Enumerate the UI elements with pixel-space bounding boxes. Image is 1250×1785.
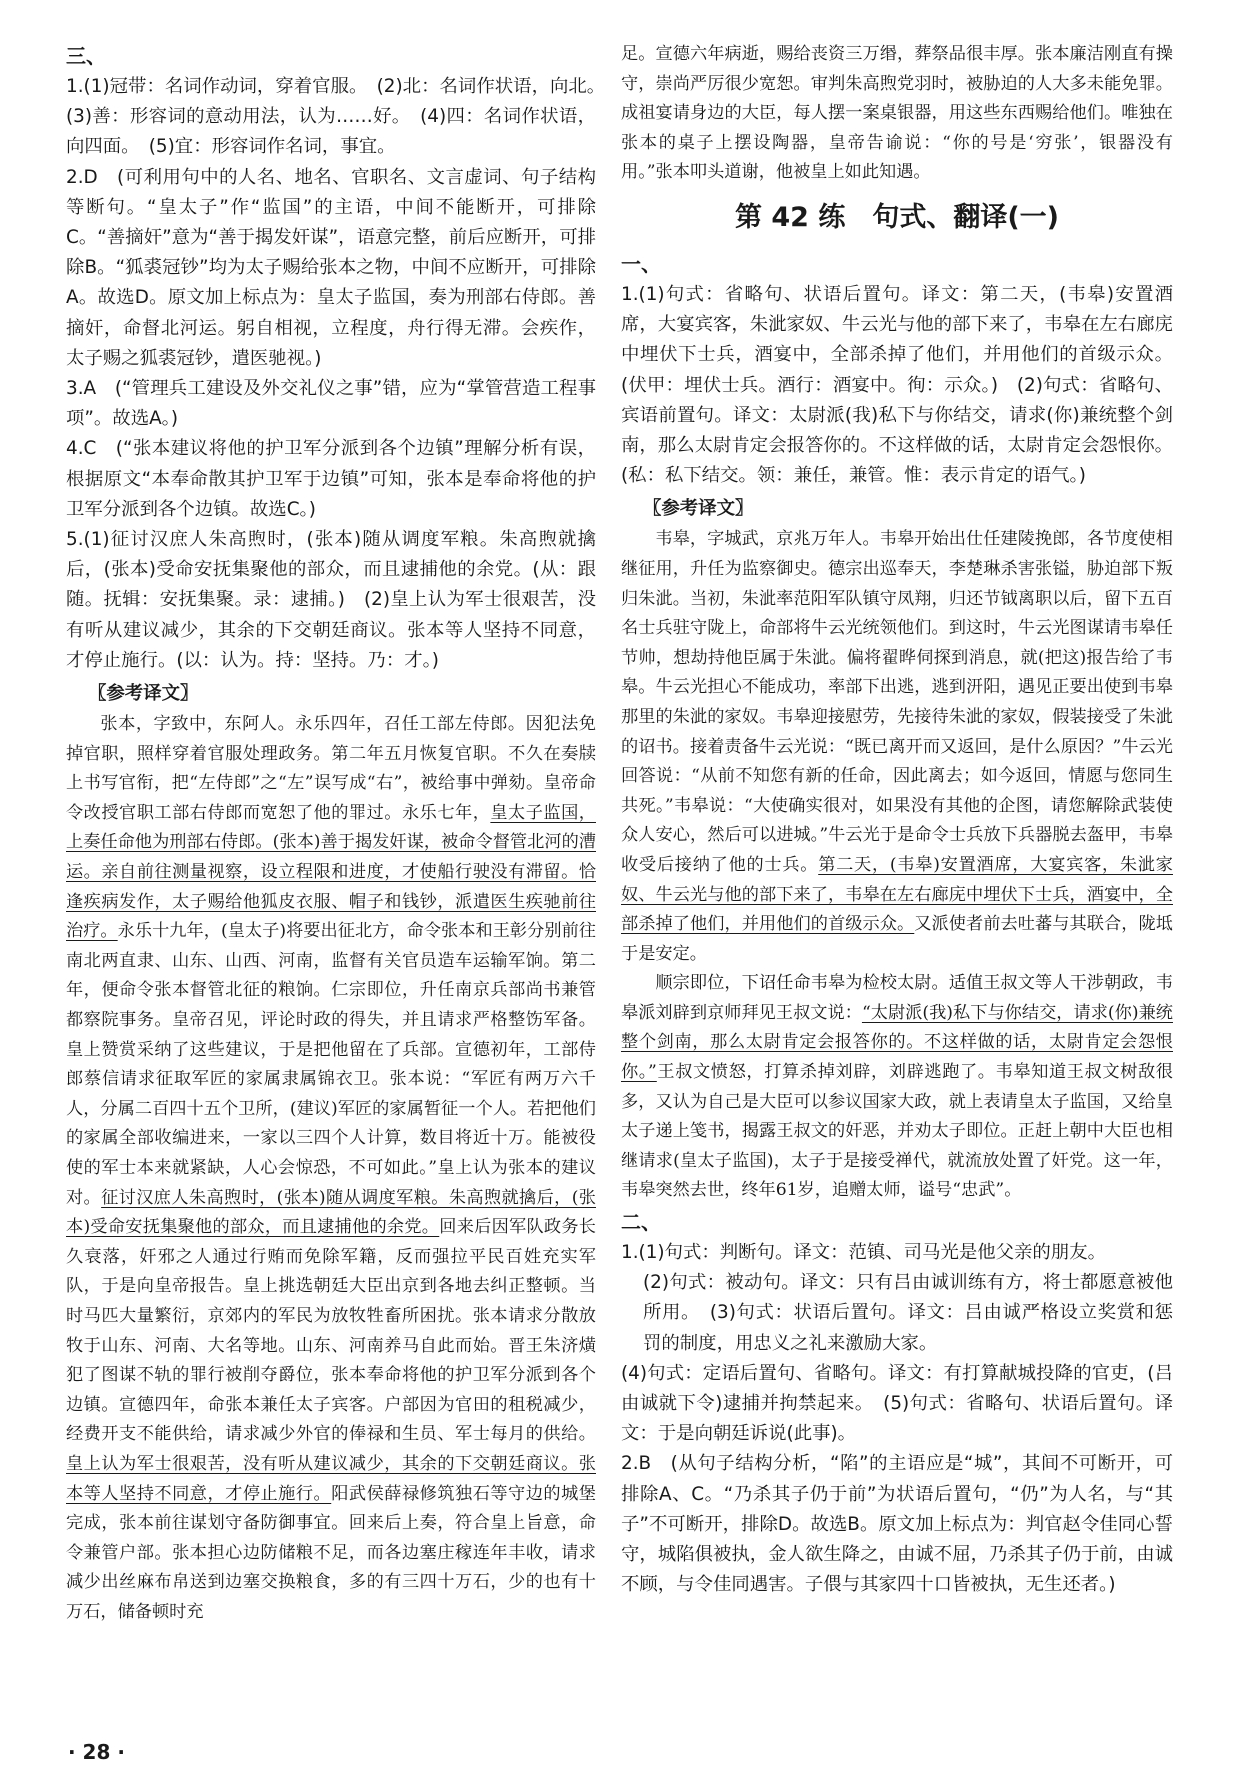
translation-segment-underlined: 皇上认为军士很艰苦，没有听从建议减少，其余的下交朝廷商议。张本等人坚持不同意，才停止施行。: [66, 1453, 596, 1504]
answer-s2-q1-part2: (2)句式：被动句。译文：只有吕由诚训练有方，将士都愿意被他所用。 (3)句式：状语后置句。译文：吕由诚严格设立奖赏和惩罚的制度，用忠义之礼来激励大家。: [643, 1272, 1173, 1354]
translation-segment: 阳武侯薛禄修筑独石等守边的城堡完成，张本前往谋划守备防御事宜。回来后上奏，符合皇上旨意，命令兼管户部。张本担心边防储粮不足，而各边塞庄稼连年丰收，请求减少出丝麻布帛送到边塞交换粮食，多的有三四十万石，少的也有十万石，储备顿时充: [66, 1483, 596, 1622]
reference-translation-2: [621, 969, 1173, 1206]
section-heading-1: 一、: [621, 251, 661, 276]
translation-segment: 永乐十九年，(皇太子)将要出征北方，命令张本和王彰分别前往南北两直隶、山东、山西、河南，监督有关官员造车运输军饷。第二年，便命令张本督管北征的粮饷。仁宗即位，升任南京兵部尚书兼管都察院事务。皇帝召见，评论时政的得失，并且请求严格整饬军备。皇上赞赏采纳了这些建议，于是把他留在了兵部。宣德初年，工部侍郎蔡信请求征取军匠的家属隶属锦衣卫。张本说：“军匠有两万六千人，分属二百四十五个卫所，(建议)军匠的家属暂征一个人。若把他们的家属全部收编进来，一家以三四个人计算，数目将近十万。能被役使的军士本来就紧缺，人心会惊恐，不可如此。”皇上认为张本的建议对。: [66, 921, 596, 1208]
translation-segment: 顺宗即位，下诏任命韦皋为检校太尉。适值王叔文等人干涉朝政，韦皋派刘辟到京师拜见王叔文说：: [621, 973, 1173, 1023]
translation-continuation: 足。宣德六年病逝，赐给丧资三万缗，葬祭品很丰厚。张本廉洁刚直有操守，崇尚严厉很少宽恕。审判朱高煦党羽时，被胁迫的人大多未能免罪。成祖宴请身边的大臣，每人摆一案桌银器，用这些东西赐给他们。唯独在张本的桌子上摆设陶器，皇帝告谕说：“你的号是‘穷张’，银器没有用。”张本叩头道谢，他被皇上如此知遇。: [621, 44, 1173, 183]
answer-q1: 1.(1)冠带：名词作动词，穿着官服。 (2)北：名词作状语，向北。 (3)善：形容词的意动用法，认为……好。 (4)四：名词作状语，向四面。 (5)宜：形容词作名词，事宜。: [66, 76, 615, 158]
page-number: · 28 ·: [68, 1740, 125, 1764]
answer-s2-q2: 2.B (从句子结构分析，“陷”的主语应是“城”，其间不可断开，可排除A、C。“乃杀其子仍于前”为状语后置句，“仍”为人名，与“其子”不可断开，排除D。故选B。原文加上标点为：判官赵令佳同心誓守，城陷俱被执，金人欲生降之，由诚不屈，乃杀其子仍于前，由诚不顾，与令佳同遇害。子偎与其家四十口皆被执，无生还者。): [621, 1453, 1173, 1596]
translation-segment-underlined: 第二天，(韦皋)安置酒席，大宴宾客，朱泚家奴、牛云光与他的部下来了，韦皋在左右廊庑中埋伏下士兵，酒宴中，全部杀掉了他们，并用他们的首级示众。: [621, 854, 1173, 935]
practice-title: 第 42 练 句式、翻译(一): [734, 201, 1060, 233]
translation-segment: 王叔文愤怒，打算杀掉刘辟，刘辟逃跑了。韦皋知道王叔文树敌很多，又认为自己是大臣可以参议国家大政，就上表请皇太子监国，又给皇太子递上笺书，揭露王叔文的奸恶，并劝太子即位。正赶上朝中大臣也相继请求(皇太子监国)，太子于是接受禅代，就流放处置了奸党。这一年，韦皋突然去世，终年61岁，追赠太师，谥号“忠武”。: [621, 1062, 1173, 1201]
translation-segment: 韦皋，字城武，京兆万年人。韦皋开始出仕任建陵挽郎，各节度使相继征用，升任为监察御史。德宗出巡奉天，李楚琳杀害张镒，胁迫部下叛归朱泚。当初，朱泚率范阳军队镇守凤翔，归还节钺离职以后，留下五百名士兵驻守陇上，命部将牛云光统领他们。到这时，牛云光图谋请韦皋任节帅，想劫持他臣属于朱泚。偏将翟晔伺探到消息，就(把这)报告给了韦皋。牛云光担心不能成功，率部下出逃，逃到汧阳，遇见正要出使到韦皋那里的朱泚的家奴。韦皋迎接慰劳，先接待朱泚的家奴，假装接受了朱泚的诏书。接着责备牛云光说：“既已离开而又返回，是什么原因？”牛云光回答说：“从前不知您有新的任命，因此离去；如今返回，情愿与您同生共死。”韦皋说：“大使确实很对，如果没有其他的企图，请您解除武装使众人安心，然后可以进城。”牛云光于是命令士兵放下兵器脱去盔甲，韦皋收受后接纳了他的士兵。: [621, 529, 1173, 875]
answer-s2-q1-part3: (4)句式：定语后置句、省略句。译文：有打算献城投降的官吏，(吕由诚就下令)逮捕并拘禁起来。 (5)句式：省略句、状语后置句。译文：于是向朝廷诉说(此事)。: [621, 1362, 1173, 1445]
answer-q3: 3.A (“管理兵工建设及外交礼仪之事”错，应为“掌管营造工程事项”。故选A。): [66, 378, 596, 430]
reference-translation: [66, 710, 596, 1627]
translation-segment: 回来后因军队政务长久衰落，奸邪之人通过行贿而免除军籍，反而强拉平民百姓充实军队，于是向皇帝报告。皇上挑选朝廷大臣出京到各地去纠正整顿。当时马匹大量繁衍，京郊内的军民为放牧牲畜所困扰。张本请求分散放牧于山东、河南、大名等地。山东、河南养马自此而始。晋王朱济熿犯了图谋不轨的罪行被削夺爵位，张本奉命将他的护卫军分派到各个边镇。宣德四年，命张本兼任太子宾客。户部因为官田的租税减少，经费开支不能供给，请求减少外官的俸禄和生员、军士每月的供给。: [66, 1217, 596, 1445]
answer-q1: 1.(1)句式：省略句、状语后置句。译文：第二天，(韦皋)安置酒席，大宴宾客，朱泚家奴、牛云光与他的部下来了，韦皋在左右廊庑中埋伏下士兵，酒宴中，全部杀掉了他们，并用他们的首级示众。(伏甲：埋伏士兵。酒行：酒宴中。徇：示众。) (2)句式：省略句、宾语前置句。译文：太尉派(我)私下与你结交，请求(你)兼统整个剑南，那么太尉肯定会报答你的。不这样做的话，太尉肯定会怨恨你。(私：私下结交。领：兼任，兼管。惟：表示肯定的语气。): [621, 283, 1173, 487]
answer-s2-q1-part1: 1.(1)句式：判断句。译文：范镇、司马光是他父亲的朋友。: [621, 1242, 1106, 1264]
left-column: [66, 40, 615, 1627]
answer-q2: 2.D (可利用句中的人名、地名、官职名、文言虚词、句子结构等断句。“皇太子”作“监国”的主语，中间不能断开，可排除C。“善摘奸”意为“善于揭发奸谋”，语意完整，前后应断开，可排除B。“狐裘冠钞”均为太子赐给张本之物，中间不应断开，可排除A。故选D。原文加上标点为：皇太子监国，奏为刑部右侍郎。善摘奸，命督北河运。躬自相视，立程度，舟行得无滞。会疾作，太子赐之狐裘冠钞，遣医驰视。): [66, 166, 596, 369]
translation-segment-underlined: 征讨汉庶人朱高煦时，(张本)随从调度军粮。朱高煦就擒后，(张本)受命安抚集聚他的部众，而且逮捕他的余党。: [66, 1187, 596, 1238]
section-heading-3: 三、: [66, 44, 106, 68]
reference-translation: [621, 525, 1173, 969]
translation-segment: 又派使者前去吐蕃与其联合，陇坻于是安定。: [621, 914, 1173, 964]
section-heading-2: 二、: [621, 1210, 661, 1235]
translation-segment-underlined: 皇太子监国，上奏任命他为刑部右侍郎。(张本)善于揭发奸谋，被命令督管北河的漕运。亲自前往测量视察，设立程限和进度，才使船行驶没有滞留。恰逢疾病发作，太子赐给他狐皮衣服、帽子和钱钞，派遣医生疾驰前往治疗。: [66, 802, 596, 942]
translation-segment: 张本，字致中，东阿人。永乐四年，召任工部左侍郎。因犯法免掉官职，照样穿着官服处理政务。第二年五月恢复官职。不久在奏牍上书写官衔，把“左侍郎”之“左”误写成“右”，被给事中弹劾。皇帝命令改授官职工部右侍郎而宽恕了他的罪过。永乐七年，: [66, 714, 596, 823]
right-column: [621, 40, 1173, 1600]
answer-q5: 5.(1)征讨汉庶人朱高煦时，(张本)随从调度军粮。朱高煦就擒后，(张本)受命安抚集聚他的部众，而且逮捕他的余党。(从：跟随。抚辑：安抚集聚。录：逮捕。) (2)皇上认为军士很艰苦，没有听从建议减少，其余的下交朝廷商议。张本等人坚持不同意，才停止施行。(以：认为。持：坚持。乃：才。): [66, 529, 596, 671]
reference-translation-label: 〖参考译文〗: [88, 683, 199, 705]
reference-translation-label: 〖参考译文〗: [643, 498, 754, 520]
translation-segment-underlined: “太尉派(我)私下与你结交，请求(你)兼统整个剑南，那么太尉肯定会报答你的。不这样做的话，太尉肯定会怨恨你。”: [621, 1002, 1173, 1083]
answer-q4: 4.C (“张本建议将他的护卫军分派到各个边镇”理解分析有误，根据原文“本奉命散其护卫军于边镇”可知，张本是奉命将他的护卫军分派到各个边镇。故选C。): [66, 438, 596, 520]
